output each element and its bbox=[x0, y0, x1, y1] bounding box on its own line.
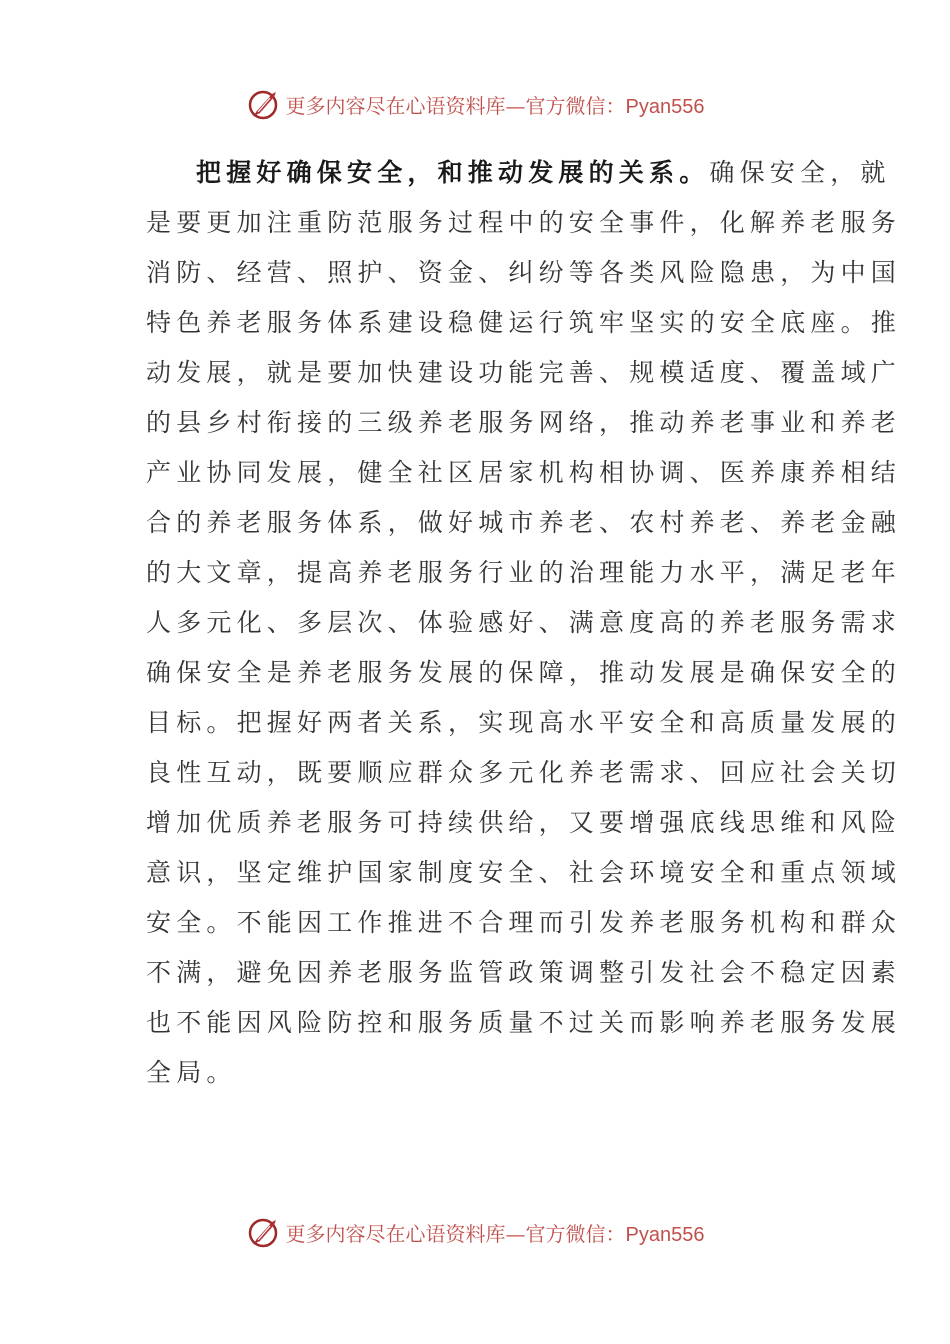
footer-banner-id: Pyan556 bbox=[625, 1223, 705, 1246]
footer-banner-main: 更多内容尽在心语资料库—官方微信： bbox=[285, 1221, 626, 1246]
body-line: 良性互动，既要顺应群众多元化养老需求、回应社会关切 bbox=[146, 758, 902, 787]
body-line: 确保安全是养老服务发展的保障，推动发展是确保安全的 bbox=[146, 658, 902, 687]
body-line: 安全。不能因工作推进不合理而引发养老服务机构和群众 bbox=[146, 908, 902, 937]
body-line: 特色养老服务体系建设稳健运行筑牢坚实的安全底座。推 bbox=[146, 308, 902, 337]
footer-banner bbox=[0, 1212, 950, 1252]
body-line: 目标。把握好两者关系，实现高水平安全和高质量发展的 bbox=[146, 708, 902, 737]
document-body bbox=[146, 148, 902, 1098]
body-line: 意识，坚定维护国家制度安全、社会环境安全和重点领域 bbox=[146, 858, 902, 887]
body-line: 的大文章，提高养老服务行业的治理能力水平，满足老年 bbox=[146, 558, 902, 587]
body-line: 的县乡村衔接的三级养老服务网络，推动养老事业和养老 bbox=[146, 408, 902, 437]
body-line: 增加优质养老服务可持续供给，又要增强底线思维和风险 bbox=[146, 808, 902, 837]
quill-logo-icon bbox=[246, 86, 282, 122]
body-line: 也不能因风险防控和服务质量不过关而影响养老服务发展 bbox=[146, 1008, 902, 1037]
header-banner bbox=[0, 84, 950, 124]
header-banner-main: 更多内容尽在心语资料库—官方微信： bbox=[285, 93, 626, 118]
body-line bbox=[146, 148, 891, 198]
quill-logo-icon bbox=[246, 1214, 282, 1250]
body-line: 消防、经营、照护、资金、纠纷等各类风险隐患，为中国 bbox=[146, 258, 902, 287]
body-line: 是要更加注重防范服务过程中的安全事件，化解养老服务 bbox=[146, 208, 902, 237]
body-line: 全局。 bbox=[146, 1058, 237, 1087]
body-line: 动发展，就是要加快建设功能完善、规模适度、覆盖域广 bbox=[146, 358, 902, 387]
body-line: 合的养老服务体系，做好城市养老、农村养老、养老金融 bbox=[146, 508, 902, 537]
body-line: 不满，避免因养老服务监管政策调整引发社会不稳定因素 bbox=[146, 958, 902, 987]
paragraph-heading: 把握好确保安全，和推动发展的关系。 bbox=[196, 158, 710, 187]
footer-banner-text bbox=[286, 1218, 705, 1247]
header-banner-text bbox=[286, 90, 705, 119]
first-line-rest: 确保安全，就 bbox=[709, 158, 891, 187]
body-line: 人多元化、多层次、体验感好、满意度高的养老服务需求 bbox=[146, 608, 902, 637]
header-banner-id: Pyan556 bbox=[625, 95, 705, 118]
body-line: 产业协同发展，健全社区居家机构相协调、医养康养相结 bbox=[146, 458, 902, 487]
